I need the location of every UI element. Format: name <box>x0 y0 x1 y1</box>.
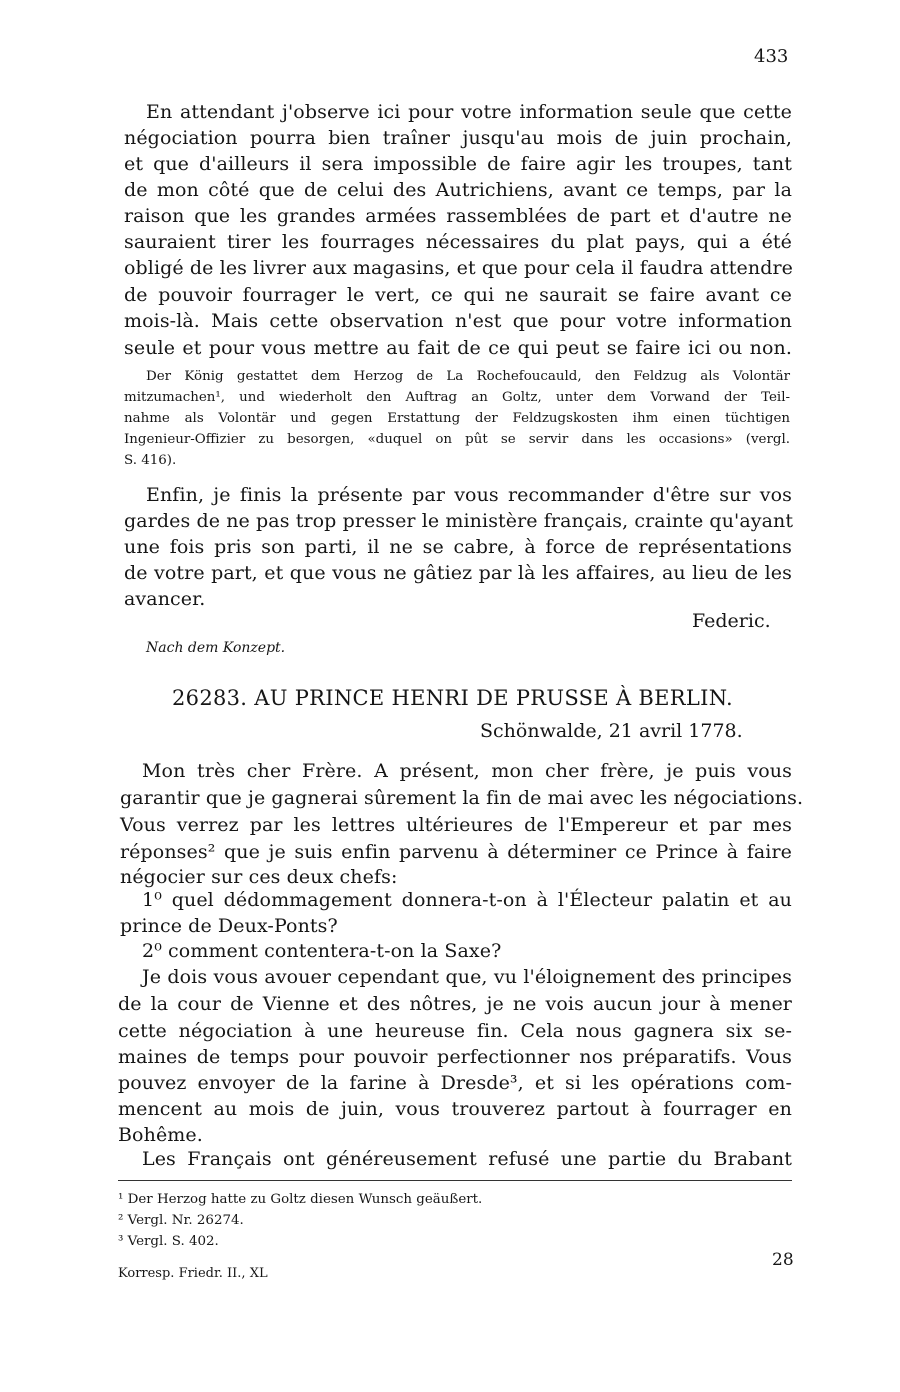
signature: Federic. <box>692 610 771 632</box>
footnote: ² Vergl. Nr. 26274. <box>118 1213 244 1228</box>
text-line: une fois pris son parti, il ne se cabre, à force de représentations <box>124 536 792 558</box>
text-line: maines de temps pour pouvoir perfectionner nos préparatifs. Vous <box>118 1046 792 1068</box>
text-line: gardes de ne pas trop presser le ministère français, crainte qu'ayant <box>124 510 794 532</box>
footnote: ³ Vergl. S. 402. <box>118 1234 219 1249</box>
text-line: Enfin, je finis la présente par vous recommander d'être sur vos <box>146 484 792 506</box>
note-line: nahme als Volontär und gegen Erstattung der Feldzugskosten ihm einen tüchtigen <box>124 411 790 426</box>
text-line: et que d'ailleurs il sera impossible de faire agir les troupes, tant <box>124 153 792 175</box>
text-line: mencent au mois de juin, vous trouverez partout à fourrager en <box>118 1098 792 1120</box>
text-line: de votre part, et que vous ne gâtiez par là les affaires, au lieu de les <box>124 562 792 584</box>
text-line: avancer. <box>124 588 206 610</box>
text-line: mois-là. Mais cette observation n'est que pour votre information <box>124 310 792 332</box>
source-note: Nach dem Konzept. <box>146 640 286 656</box>
text-line: prince de Deux-Ponts? <box>120 915 338 937</box>
text-line: Vous verrez par les lettres ultérieures de l'Empereur et par mes <box>120 814 792 836</box>
text-line: de mon côté que de celui des Autrichiens, avant ce temps, par la <box>124 179 792 201</box>
text-line: pouvez envoyer de la farine à Dresde³, et si les opérations com- <box>118 1072 792 1094</box>
note-line: S. 416). <box>124 453 177 468</box>
text-line: 1⁰ quel dédommagement donnera-t-on à l'Électeur palatin et au <box>142 889 792 911</box>
text-line: négocier sur ces deux chefs: <box>120 866 398 888</box>
text-line: de la cour de Vienne et des nôtres, je ne vois aucun jour à mener <box>118 993 792 1015</box>
text-line: cette négociation à une heureuse fin. Cela nous gagnera six se- <box>118 1020 792 1042</box>
note-line: mitzumachen¹, und wiederholt den Auftrag an Goltz, unter dem Vorwand der Teil- <box>124 390 790 405</box>
note-line: Der König gestattet dem Herzog de La Rochefoucauld, den Feldzug als Volontär <box>146 369 790 384</box>
dateline: Schönwalde, 21 avril 1778. <box>480 720 743 742</box>
text-line: Bohême. <box>118 1124 203 1146</box>
text-line: Les Français ont généreusement refusé une partie du Brabant <box>142 1148 792 1170</box>
text-line: réponses² que je suis enfin parvenu à déterminer ce Prince à faire <box>120 841 792 863</box>
note-line: Ingenieur-Offizier zu besorgen, «duquel on pût se servir dans les occasions» (vergl. <box>124 432 790 447</box>
text-line: En attendant j'observe ici pour votre information seule que cette <box>146 101 792 123</box>
letter-heading: 26283. AU PRINCE HENRI DE PRUSSE À BERLIN. <box>172 686 734 710</box>
text-line: 2⁰ comment contentera-t-on la Saxe? <box>142 940 502 962</box>
text-line: négociation pourra bien traîner jusqu'au mois de juin prochain, <box>124 127 792 149</box>
running-footer: Korresp. Friedr. II., XL <box>118 1266 268 1281</box>
text-line: Mon très cher Frère. A présent, mon cher frère, je puis vous <box>142 760 792 782</box>
text-line: Je dois vous avouer cependant que, vu l'éloignement des principes <box>142 966 792 988</box>
text-line: garantir que je gagnerai sûrement la fin de mai avec les négociations. <box>120 787 804 809</box>
text-line: de pouvoir fourrager le vert, ce qui ne saurait se faire avant ce <box>124 284 792 306</box>
page-number: 433 <box>754 46 789 67</box>
text-line: seule et pour vous mettre au fait de ce qui peut se faire ici ou non. <box>124 337 792 359</box>
text-line: raison que les grandes armées rassemblées de part et d'autre ne <box>124 205 792 227</box>
footnote-rule <box>118 1180 792 1181</box>
signature-mark: 28 <box>772 1250 794 1270</box>
text-line: sauraient tirer les fourrages nécessaires du plat pays, qui a été <box>124 231 792 253</box>
footnote: ¹ Der Herzog hatte zu Goltz diesen Wunsch geäußert. <box>118 1192 483 1207</box>
text-line: obligé de les livrer aux magasins, et que pour cela il faudra attendre <box>124 257 794 279</box>
